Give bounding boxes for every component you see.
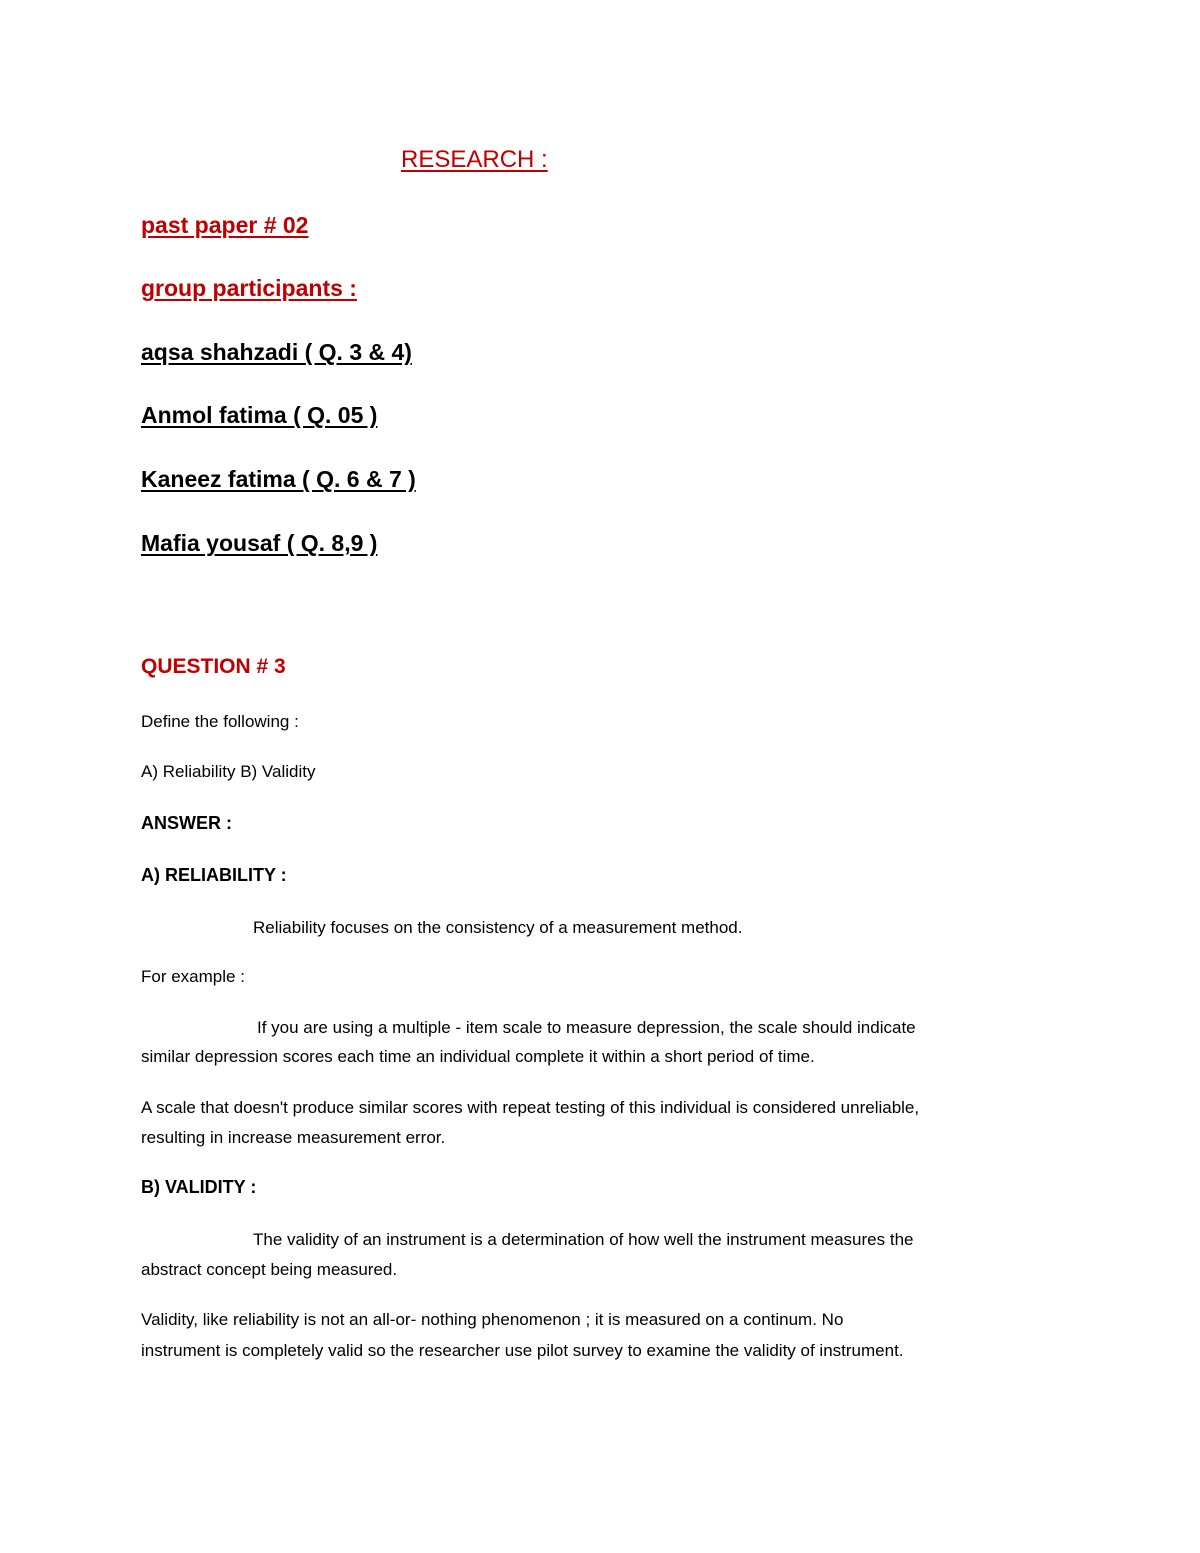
question-parts: A) Reliability B) Validity [141, 762, 316, 781]
reliability-note-line-2: resulting in increase measurement error. [141, 1128, 446, 1147]
validity-note-line-2: instrument is completely valid so the researcher use pilot survey to examine the validity of instrument. [141, 1341, 904, 1360]
participant-4: Mafia yousaf ( Q. 8,9 ) [141, 530, 378, 556]
participant-3: Kaneez fatima ( Q. 6 & 7 ) [141, 466, 416, 492]
group-participants-heading: group participants : [141, 275, 357, 301]
reliability-heading: A) RELIABILITY : [141, 865, 287, 885]
question-prompt: Define the following : [141, 712, 299, 731]
reliability-definition: Reliability focuses on the consistency of a measurement method. [253, 918, 743, 937]
validity-definition-line-2: abstract concept being measured. [141, 1260, 398, 1279]
answer-label: ANSWER : [141, 813, 232, 833]
past-paper-label: past paper # 02 [141, 212, 309, 238]
document-title: RESEARCH : [401, 146, 548, 173]
example-label: For example : [141, 967, 245, 986]
question-heading: QUESTION # 3 [141, 655, 286, 678]
example-line-1: If you are using a multiple - item scale to measure depression, the scale should indicate [257, 1018, 916, 1037]
example-line-2: similar depression scores each time an individual complete it within a short period of time. [141, 1047, 815, 1066]
validity-definition-line-1: The validity of an instrument is a determination of how well the instrument measures the [253, 1230, 914, 1249]
validity-note-line-1: Validity, like reliability is not an all-or- nothing phenomenon ; it is measured on a continum. No [141, 1310, 844, 1329]
participant-1: aqsa shahzadi ( Q. 3 & 4) [141, 339, 412, 365]
reliability-note-line-1: A scale that doesn't produce similar scores with repeat testing of this individual is considered unreliable, [141, 1098, 920, 1117]
validity-heading: B) VALIDITY : [141, 1177, 257, 1197]
participant-2: Anmol fatima ( Q. 05 ) [141, 402, 378, 428]
